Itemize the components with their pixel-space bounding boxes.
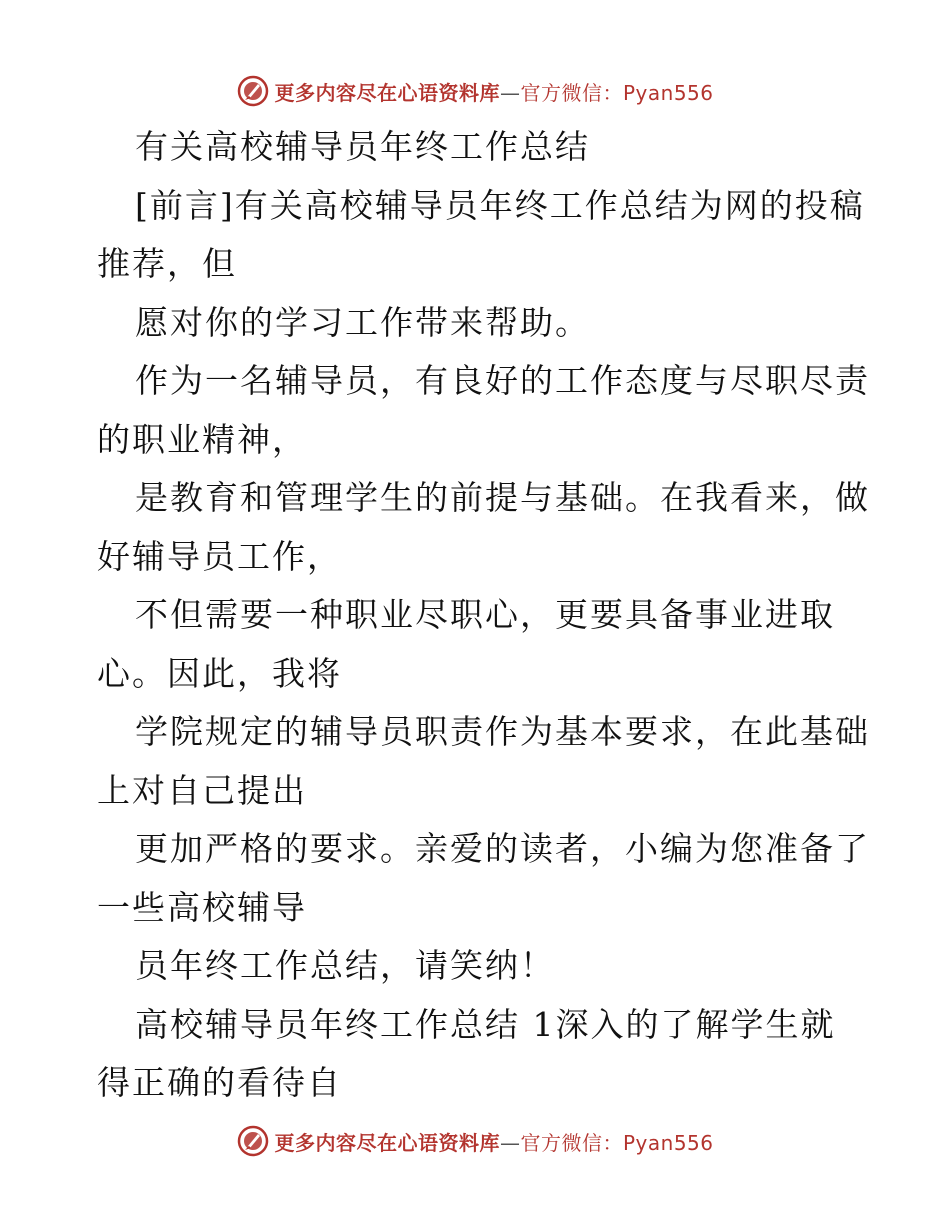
paragraph-line: 作为一名辅导员，有良好的工作态度与尽职尽责	[135, 361, 870, 400]
paragraph-line: [前言]有关高校辅导员年终工作总结为网的投稿	[135, 185, 865, 225]
paragraph-line: 高校辅导员年终工作总结 1深入的了解学生就	[135, 1004, 836, 1044]
paragraph-line: 好辅导员工作，	[97, 536, 342, 576]
banner-wechat-label: 官方微信：	[520, 1130, 623, 1155]
paragraph-line: 愿对你的学习工作带来帮助。	[135, 302, 590, 342]
document-title: 有关高校辅导员年终工作总结	[135, 127, 590, 166]
paragraph-line: 更加严格的要求。亲爱的读者，小编为您准备了	[135, 829, 870, 868]
paragraph-line: 的职业精神，	[97, 419, 307, 459]
paragraph-line: 推荐，但	[97, 244, 237, 283]
banner-dash: —	[499, 80, 521, 105]
pen-logo-icon	[236, 1124, 270, 1158]
paragraph-line: 得正确的看待自	[97, 1063, 342, 1102]
banner-dash: —	[499, 1130, 521, 1155]
banner-site-name: 更多内容尽在心语资料库	[274, 80, 500, 105]
paragraph-line: 不但需要一种职业尽职心，更要具备事业进取	[135, 595, 835, 634]
banner-text	[274, 77, 713, 106]
footer-banner	[0, 1121, 950, 1161]
pen-logo-icon	[236, 74, 270, 108]
banner-text	[274, 1127, 713, 1156]
banner-wechat-id: Pyan556	[622, 1130, 714, 1155]
banner-wechat-id: Pyan556	[622, 80, 714, 105]
paragraph-line: 上对自己提出	[97, 770, 307, 810]
paragraph-line: 员年终工作总结，请笑纳！	[135, 946, 555, 985]
paragraph-line: 是教育和管理学生的前提与基础。在我看来，做	[135, 478, 870, 517]
paragraph-line: 心。因此，我将	[97, 653, 342, 693]
paragraph-line: 学院规定的辅导员职责作为基本要求，在此基础	[135, 712, 870, 751]
header-banner	[0, 71, 950, 111]
document-body	[97, 118, 870, 1113]
paragraph-line: 一些高校辅导	[97, 887, 307, 927]
banner-site-name: 更多内容尽在心语资料库	[274, 1130, 500, 1155]
banner-wechat-label: 官方微信：	[520, 80, 623, 105]
